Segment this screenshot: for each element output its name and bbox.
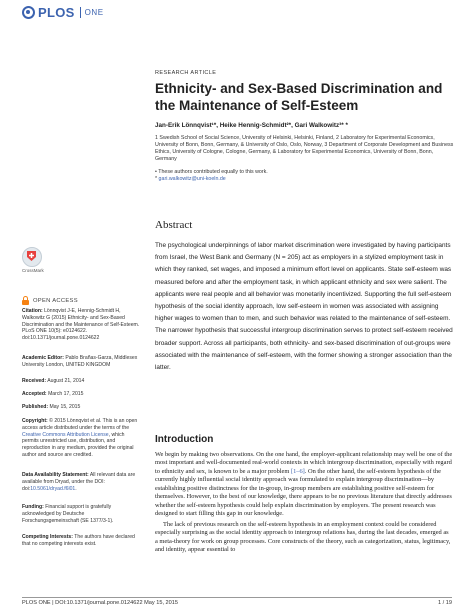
- crossmark-label: CrossMark: [22, 268, 44, 273]
- author-list: Jan-Erik Lönnqvist¹*, Heike Hennig-Schmidt²*, Gari Walkowitz³* *: [155, 122, 348, 129]
- funding-text: Financial support is gratefully acknowledged by Deutsche Forschungsgemeinschaft (SE 1377/3-1).: [22, 504, 114, 524]
- article-header: [155, 70, 455, 183]
- competing-interests-text: The authors have declared that no competing interests exist.: [22, 534, 135, 547]
- intro-p1-text-a: We begin by making two observations. On the one hand, the employer-applicant relationship may well be one of the most important and well-documented real-world contexts in which intergroup discrimination, especially with regard to ethnicity and sex, is known to be a major problem: [155, 451, 453, 475]
- footer-divider: [22, 597, 452, 598]
- abstract-heading: Abstract: [155, 219, 193, 231]
- competing-interests-label: Competing Interests:: [22, 534, 73, 540]
- citation-block: [22, 308, 140, 342]
- reference-link[interactable]: [1–6]: [290, 467, 305, 475]
- introduction-body: [155, 451, 453, 556]
- page-footer: [22, 600, 452, 606]
- citation-label: Citation:: [22, 308, 43, 314]
- article-type: RESEARCH ARTICLE: [155, 70, 217, 76]
- data-availability-text: All relevant data are available from Dryad, under the DOI: doi:: [22, 472, 136, 492]
- introduction-heading: Introduction: [155, 434, 214, 445]
- crossmark-badge[interactable]: [22, 247, 46, 273]
- accepted-label: Accepted:: [22, 391, 47, 397]
- open-access-badge: [22, 296, 78, 305]
- equal-contribution-text: These authors contributed equally to this work.: [158, 169, 268, 175]
- page-number: 1 / 19: [438, 600, 452, 606]
- author-notes: [155, 169, 455, 183]
- academic-editor-label: Academic Editor:: [22, 355, 64, 361]
- accepted-block: [22, 391, 140, 398]
- article-title: Ethnicity- and Sex-Based Discrimination and the Maintenance of Self-Esteem: [155, 81, 443, 113]
- affiliations: 1 Swedish School of Social Science, University of Helsinki, Helsinki, Finland, 2 Laboratory for Experimental Economics, University of Bonn, Bonn, Germany, & University of Oslo, Oslo, Norway, 3 Department of Corporate Development and Business Ethics, University of Cologne, Cologne, Germany, & Laboratory for Experimental Economics, University of Bonn, Bonn, Germany: [155, 135, 454, 162]
- accepted-date: March 17, 2015: [48, 391, 84, 397]
- citation-text: Lönnqvist J-E, Hennig-Schmidt H, Walkowitz G (2015) Ethnicity- and Sex-Based Discrimination and the Maintenance of Self-Esteem. PLoS ONE 10(5): e0124622. doi:10.1371/journal.pone.0124622: [22, 308, 140, 342]
- published-label: Published:: [22, 404, 49, 410]
- data-availability-label: Data Availability Statement:: [22, 472, 89, 478]
- open-access-label: OPEN ACCESS: [33, 297, 78, 304]
- copyright-text-a: © 2015 Lönnqvist et al. This is an open access article distributed under the terms of the: [22, 418, 138, 431]
- copyright-text-b: , which permits unrestricted use, distribution, and reproduction in any medium, provided the original author and source are credited.: [22, 431, 134, 458]
- corresponding-email-link[interactable]: gari.walkowitz@uni-koeln.de: [158, 176, 226, 182]
- copyright-label: Copyright:: [22, 418, 48, 424]
- logo-subtext: ONE: [84, 7, 104, 17]
- abstract-text: The psychological underpinnings of labor market discrimination were investigated by having participants from Israel, the West Bank and Germany (N = 205) act as employers in a stylized employment task in which they ranked, set wages, and imposed a minimum effort level on applicants. State self-esteem was measured before and after the employment task, in which applicant ethnicity and sex were salient. The applicants were real people and all behavior was monetarily incentivized. Supporting the full self-esteem hypothesis of the social identity approach, low self-esteem in women was associated with assigning higher wages to women than to men, and such behavior was related to the maintenance of self-esteem. The narrower hypothesis that successful intergroup discrimination serves to protect self-esteem received broader support. Across all participants, both ethnicity- and sex-based discrimination of out-groups were associated with the maintenance of self-esteem, with the former showing a stronger association than the latter.: [155, 242, 453, 372]
- academic-editor-text: Pablo Brañas-Garza, Middlesex University London, UNITED KINGDOM: [22, 355, 138, 368]
- intro-p1-text-b: . On the other hand, the self-esteem hypothesis of the currently highly influential social identity approach was formulated to explain intergroup discrimination—by establishing positive distinctness for the in-group, in-group members are establishing positive self-esteem for themselves. However, to the best of our knowledge, there appears to be no previous literature that directly addresses whether the self-esteem hypothesis could help explain discrimination by employers. The present research was designed to start filling this gap in our knowledge.: [155, 467, 452, 518]
- introduction-paragraph-2: The lack of previous research on the self-esteem hypothesis in an employment context could be considered especially surprising as the social identity approach to intergroup relations has, during the last decades, emerged as a meta-theory for work on group processes. Core constructs of the theory, such as categorization, status, legitimacy, and identity, appear essential to: [155, 520, 451, 553]
- competing-interests-block: [22, 534, 140, 548]
- published-date: May 15, 2015: [49, 404, 81, 410]
- journal-header: [0, 0, 474, 22]
- introduction-paragraph-1: [155, 451, 453, 519]
- data-availability-block: [22, 472, 140, 492]
- academic-editor-block: [22, 355, 140, 369]
- crossmark-icon: [22, 247, 42, 267]
- dryad-doi-link[interactable]: 10.5061/dryad.f6l01: [30, 485, 76, 492]
- funding-label: Funding:: [22, 504, 44, 510]
- received-label: Received:: [22, 378, 47, 384]
- footer-citation: PLOS ONE | DOI:10.1371/journal.pone.0124622 May 15, 2015: [22, 600, 179, 606]
- open-lock-icon: [22, 296, 29, 305]
- logo-text: PLOS: [38, 4, 75, 20]
- equal-contribution-note: • These authors contributed equally to this work.: [155, 169, 268, 175]
- corresponding-email-note: * gari.walkowitz@uni-koeln.de: [155, 176, 226, 182]
- funding-block: [22, 504, 140, 524]
- published-block: [22, 404, 140, 411]
- logo-divider: [80, 7, 81, 18]
- plos-one-logo[interactable]: [22, 4, 104, 20]
- received-date: August 21, 2014: [47, 378, 85, 384]
- data-availability-end: .: [75, 485, 77, 492]
- copyright-block: [22, 418, 140, 459]
- received-block: [22, 378, 140, 385]
- cc-license-link[interactable]: Creative Commons Attribution License: [22, 431, 109, 438]
- plos-logo-icon: [22, 6, 35, 19]
